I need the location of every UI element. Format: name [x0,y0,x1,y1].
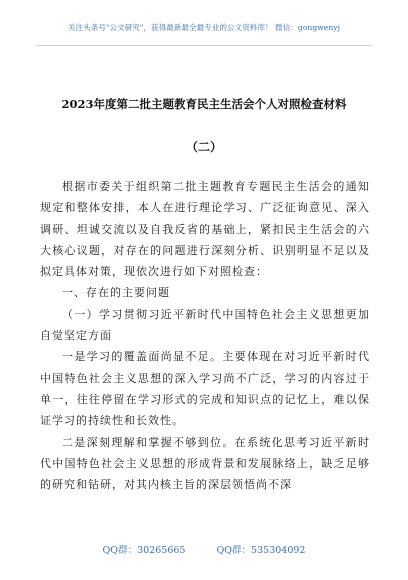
body-paragraph: 一是学习的覆盖面尚显不足。主要体现在对习近平新时代中国特色社会主义思想的深入学习尚不广泛，学习的内容过于单一，往往停留在学习形式的完成和知识点的记忆上，难以保证学习的持续性和长效性。 [40,350,370,428]
footer-contacts [0,542,408,556]
header-divider [36,45,372,46]
section-heading: 一、存在的主要问题 [62,286,170,300]
header-note: 关注头条号"公文研究"，获得最新最全最专业的公文资料库！ 微信：gongwenyj [67,23,341,32]
document-body [40,176,370,495]
document-subtitle: （二） [185,140,222,154]
body-paragraph: 二是深刻理解和掌握不够到位。在系统化思考习近平新时代中国特色社会主义思想的形成背景和发展脉络上，缺乏足够的研究和钻研，对其内核主旨的深层领悟尚不深 [40,435,370,492]
intro-paragraph: 根据市委关于组织第二批主题教育专题民主生活会的通知规定和整体安排，本人在进行理论学习、广泛征询意见、深入调研、坦诚交流以及自我反省的基础上，紧扣民主生活会的六大核心议题，对存在的问题进行深刻分析、识别明显不足以及拟定具体对策，现依次进行如下对照检查： [40,180,370,279]
footer-qq-group-1: QQ群：30265665 [102,545,186,556]
subsection-heading: （一）学习贯彻习近平新时代中国特色社会主义思想更加自觉坚定方面 [40,307,370,343]
document-title: 2023年度第二批主题教育民主生活会个人对照检查材料 [61,97,347,111]
footer-qq-group-2: QQ群：535304092 [216,545,306,556]
